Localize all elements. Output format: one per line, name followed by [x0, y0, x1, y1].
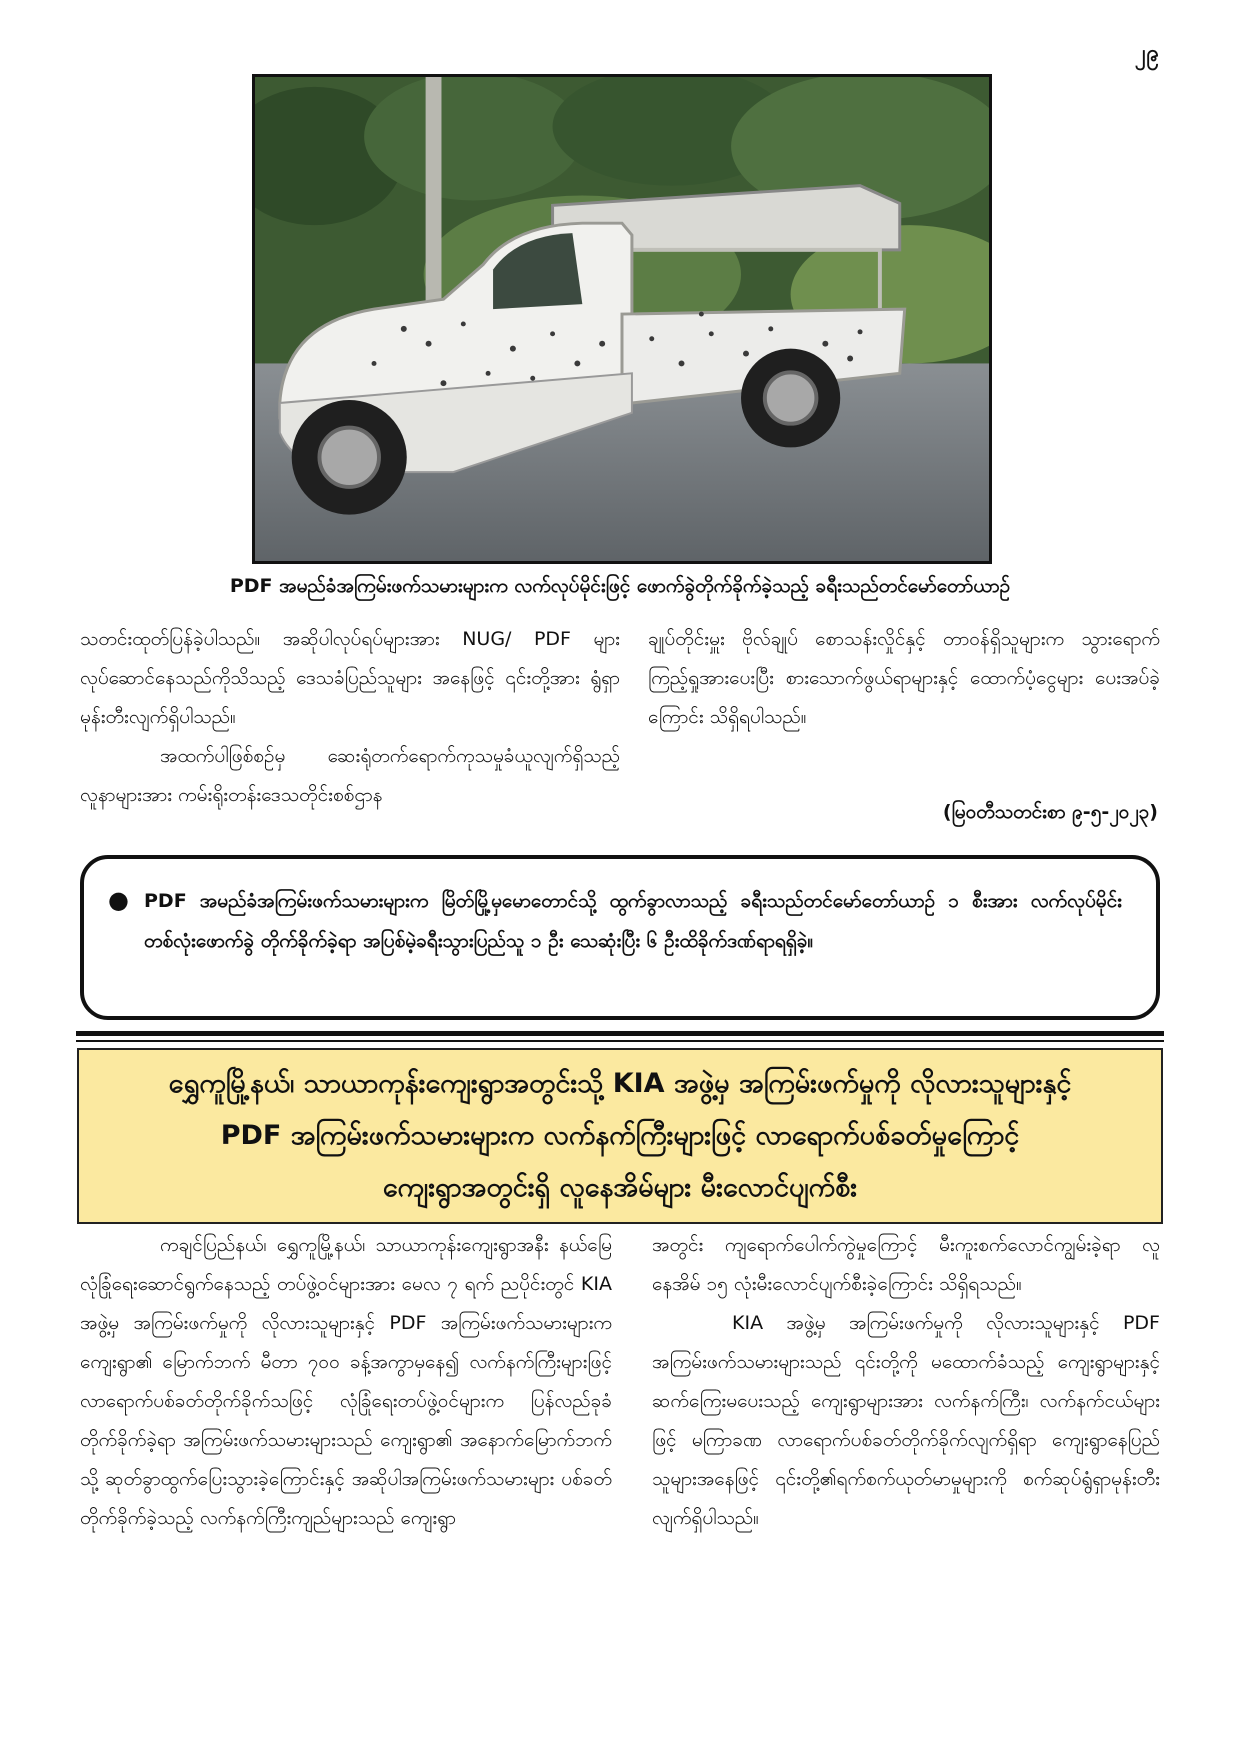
article1-left-paragraph: အထက်ပါဖြစ်စဉ်မှ ဆေးရုံတက်ရောက်ကုသမှုခံယူလျက်ရှိသည့် လူနာများအား ကမ်းရိုးတန်းဒေသတိုင်းစစ်ဌာန — [80, 745, 620, 806]
article2-left-column — [80, 1226, 612, 1538]
article2-right-paragraph: KIA အဖွဲ့မှ အကြမ်းဖက်မှုကို လိုလားသူများနှင့် PDF အကြမ်းဖက်သမားများသည် ၎င်းတို့ကို မထောက်ခံသည့် ကျေးရွာများနှင့် ဆက်ကြေးမပေးသည့် ကျေးရွာများအား လက်နက်ကြီး၊ လက်နက်ငယ်များဖြင့် မကြာခဏ လာရောက်ပစ်ခတ်တိုက်ခိုက်လျက်ရှိရာ ကျေးရွာနေပြည်သူများအနေဖြင့် ၎င်းတို့၏ရက်စက်ယုတ်မာမှုများကို စက်ဆုပ်ရွံရှာမုန်းတီးလျက်ရှိပါသည်။ — [652, 1312, 1160, 1529]
page-number: ၂၉ — [1134, 41, 1160, 66]
article2-headline-box — [77, 1048, 1163, 1224]
damaged-pickup-truck-image — [255, 77, 989, 561]
photo-caption: PDF အမည်ခံအကြမ်းဖက်သမားများက လက်လုပ်မိုင်းဖြင့် ဖောက်ခွဲတိုက်ခိုက်ခဲ့သည့် ခရီးသည်တင်မော်တော်ယာဉ် — [229, 575, 1011, 597]
article1-right-paragraph: ချုပ်တိုင်းမှူး ဗိုလ်ချုပ် စောသန်းလှိုင်နှင့် တာဝန်ရှိသူများက သွားရောက်ကြည့်ရှုအားပေးပြီး စားသောက်ဖွယ်ရာများနှင့် ထောက်ပံ့ငွေများ ပေးအပ်ခဲ့ကြောင်း သိရှိရပါသည်။ — [648, 628, 1160, 728]
section-divider — [76, 1031, 1164, 1036]
headline-line: ကျေးရွာအတွင်းရှိ လူနေအိမ်များ မီးလောင်ပျက်စီး — [382, 1172, 858, 1203]
article2-left-paragraph: ကချင်ပြည်နယ်၊ ရွှေကူမြို့နယ်၊ သာယာကုန်းကျေးရွာအနီး နယ်မြေလုံခြုံရေးဆောင်ရွက်နေသည့် တပ်ဖွဲ့ဝင်များအား မေလ ၇ ရက် ညပိုင်းတွင် KIA အဖွဲ့မှ အကြမ်းဖက်မှုကို လိုလားသူများနှင့် PDF အကြမ်းဖက်သမားများက ကျေးရွာ၏ မြောက်ဘက် မီတာ ၇၀၀ ခန့်အကွာမှနေ၍ လက်နက်ကြီးများဖြင့် လာရောက်ပစ်ခတ်တိုက်ခိုက်သဖြင့် လုံခြုံရေးတပ်ဖွဲ့ဝင်များက ပြန်လည်ခုခံတိုက်ခိုက်ခဲ့ရာ အကြမ်းဖက်သမားများသည် ကျေးရွာ၏ အနောက်မြောက်ဘက်သို့ ဆုတ်ခွာထွက်ပြေးသွားခဲ့ကြောင်းနှင့် အဆိုပါအကြမ်းဖက်သမားများ ပစ်ခတ်တိုက်ခိုက်ခဲ့သည့် လက်နက်ကြီးကျည်များသည် ကျေးရွာ — [80, 1234, 612, 1529]
article2-right-column — [652, 1226, 1160, 1538]
headline-line: PDF အကြမ်းဖက်သမားများက လက်နက်ကြီးများဖြင့် လာရောက်ပစ်ခတ်မှုကြောင့် — [220, 1120, 1020, 1151]
article1-source: (မြဝတီသတင်းစာ ၉-၅-၂၀၂၃) — [942, 801, 1158, 823]
news-photo — [252, 74, 992, 564]
article2-headline — [169, 1058, 1072, 1214]
summary-box — [80, 855, 1160, 1020]
summary-text: PDF အမည်ခံအကြမ်းဖက်သမားများက မြိတ်မြို့မှမောတောင်သို့ ထွက်ခွာလာသည့် ခရီးသည်တင်မော်တော်ယာဉ် ၁ စီးအား လက်လုပ်မိုင်းတစ်လုံးဖောက်ခွဲ တိုက်ခိုက်ခဲ့ရာ အပြစ်မဲ့ခရီးသွားပြည်သူ ၁ ဦး သေဆုံးပြီး ၆ ဦးထိခိုက်ဒဏ်ရာရရှိခဲ့။ — [144, 890, 1122, 952]
bullet-icon: ● — [108, 886, 129, 914]
article1-left-column — [80, 620, 620, 815]
article2-right-paragraph: အတွင်း ကျရောက်ပေါက်ကွဲမှုကြောင့် မီးကူးစက်လောင်ကျွမ်းခဲ့ရာ လူနေအိမ် ၁၅ လုံးမီးလောင်ပျက်စီးခဲ့ကြောင်း သိရှိရသည်။ — [652, 1234, 1160, 1295]
article1-right-column — [648, 620, 1160, 737]
section-divider-thin — [76, 1040, 1164, 1042]
headline-line: ရွှေကူမြို့နယ်၊ သာယာကုန်းကျေးရွာအတွင်းသို့ KIA အဖွဲ့မှ အကြမ်းဖက်မှုကို လိုလားသူများနှင့် — [168, 1068, 1072, 1099]
article1-left-paragraph: သတင်းထုတ်ပြန်ခဲ့ပါသည်။ အဆိုပါလုပ်ရပ်များအား NUG/ PDF များ လုပ်ဆောင်နေသည်ကိုသိသည့် ဒေသခံပြည်သူများ အနေဖြင့် ၎င်းတို့အား ရွံရှာမုန်းတီးလျက်ရှိပါသည်။ — [80, 628, 620, 728]
